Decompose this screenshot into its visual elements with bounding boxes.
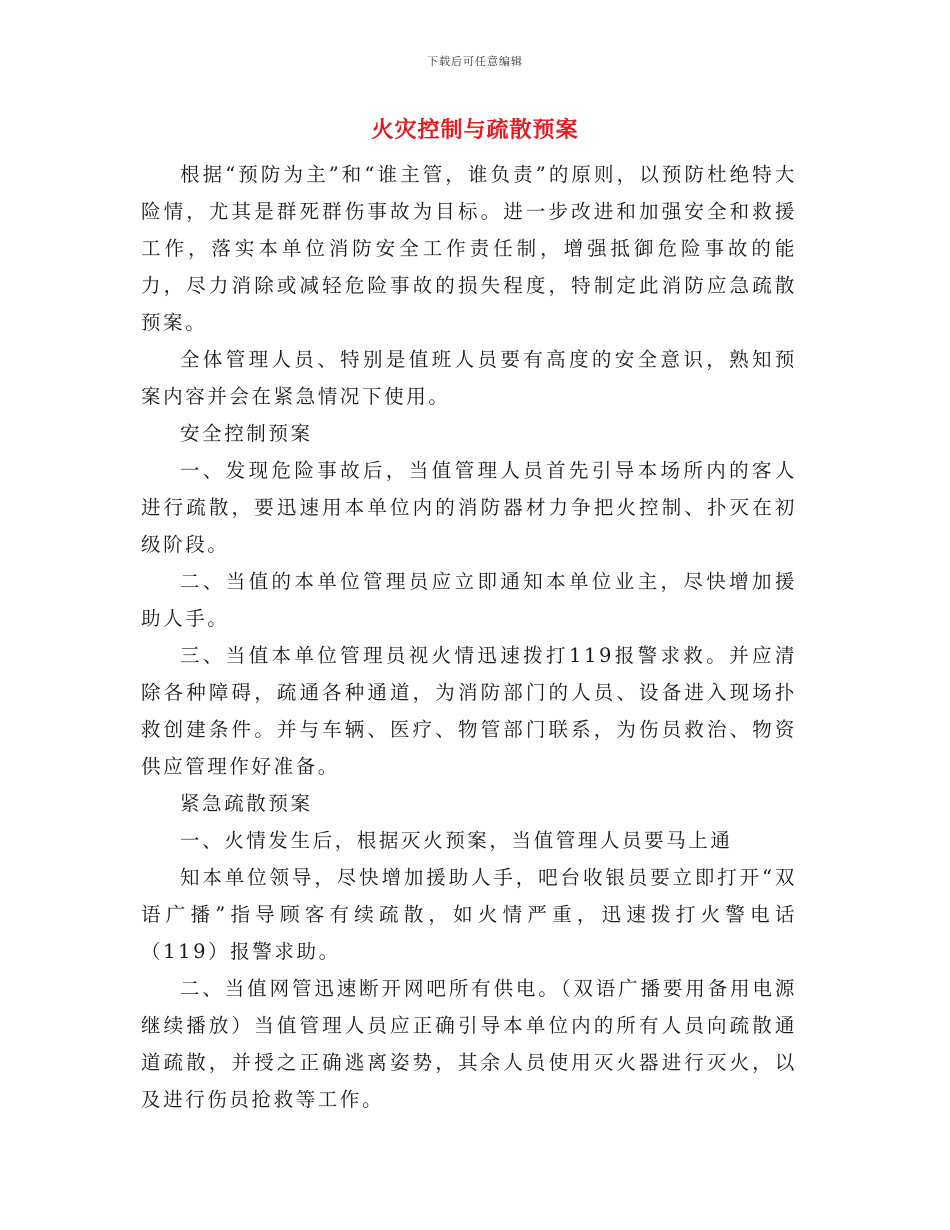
paragraph-safety-step-3: 三、当值本单位管理员视火情迅速拨打119报警求救。并应清除各种障碍，疏通各种通道，为消防部门的人员、设备进入现场扑救创建条件。并与车辆、医疗、物管部门联系，为伤员救治、物资供应管理作好准备。 <box>141 644 797 778</box>
paragraph-evacuation-step-1: 一、火情发生后，根据灭火预案，当值管理人员要马上通 <box>180 829 733 852</box>
document-body <box>141 156 797 1118</box>
section-heading-safety-control: 安全控制预案 <box>180 422 313 445</box>
paragraph-evacuation-step-2: 二、当值网管迅速断开网吧所有供电。（双语广播要用备用电源继续播放）当值管理人员应正确引导本单位内的所有人员向疏散通道疏散，并授之正确逃离姿势，其余人员使用灭火器进行灭火，以及进行伤员抢救等工作。 <box>141 977 797 1111</box>
header-note: 下载后可任意编辑 <box>427 55 523 68</box>
paragraph-safety-step-1: 一、发现危险事故后，当值管理人员首先引导本场所内的客人进行疏散，要迅速用本单位内的消防器材力争把火控制、扑灭在初级阶段。 <box>141 459 797 556</box>
paragraph-safety-step-2: 二、当值的本单位管理员应立即通知本单位业主，尽快增加援助人手。 <box>141 570 797 630</box>
section-heading-emergency-evacuation: 紧急疏散预案 <box>180 792 313 815</box>
paragraph-principles: 根据“预防为主”和“谁主管，谁负责”的原则，以预防杜绝特大险情，尤其是群死群伤事故为目标。进一步改进和加强安全和救援工作，落实本单位消防安全工作责任制，增强抵御危险事故的能力，尽力消除或减轻危险事故的损失程度，特制定此消防应急疏散预案。 <box>141 163 797 334</box>
document-title: 火灾控制与疏散预案 <box>371 117 579 143</box>
paragraph-staff-awareness: 全体管理人员、特别是值班人员要有高度的安全意识，熟知预案内容并会在紧急情况下使用。 <box>141 348 797 408</box>
paragraph-evacuation-step-1-continued: 知本单位领导，尽快增加援助人手，吧台收银员要立即打开“双语广播”指导顾客有续疏散，如火情严重，迅速拨打火警电话（119）报警求助。 <box>141 866 797 963</box>
